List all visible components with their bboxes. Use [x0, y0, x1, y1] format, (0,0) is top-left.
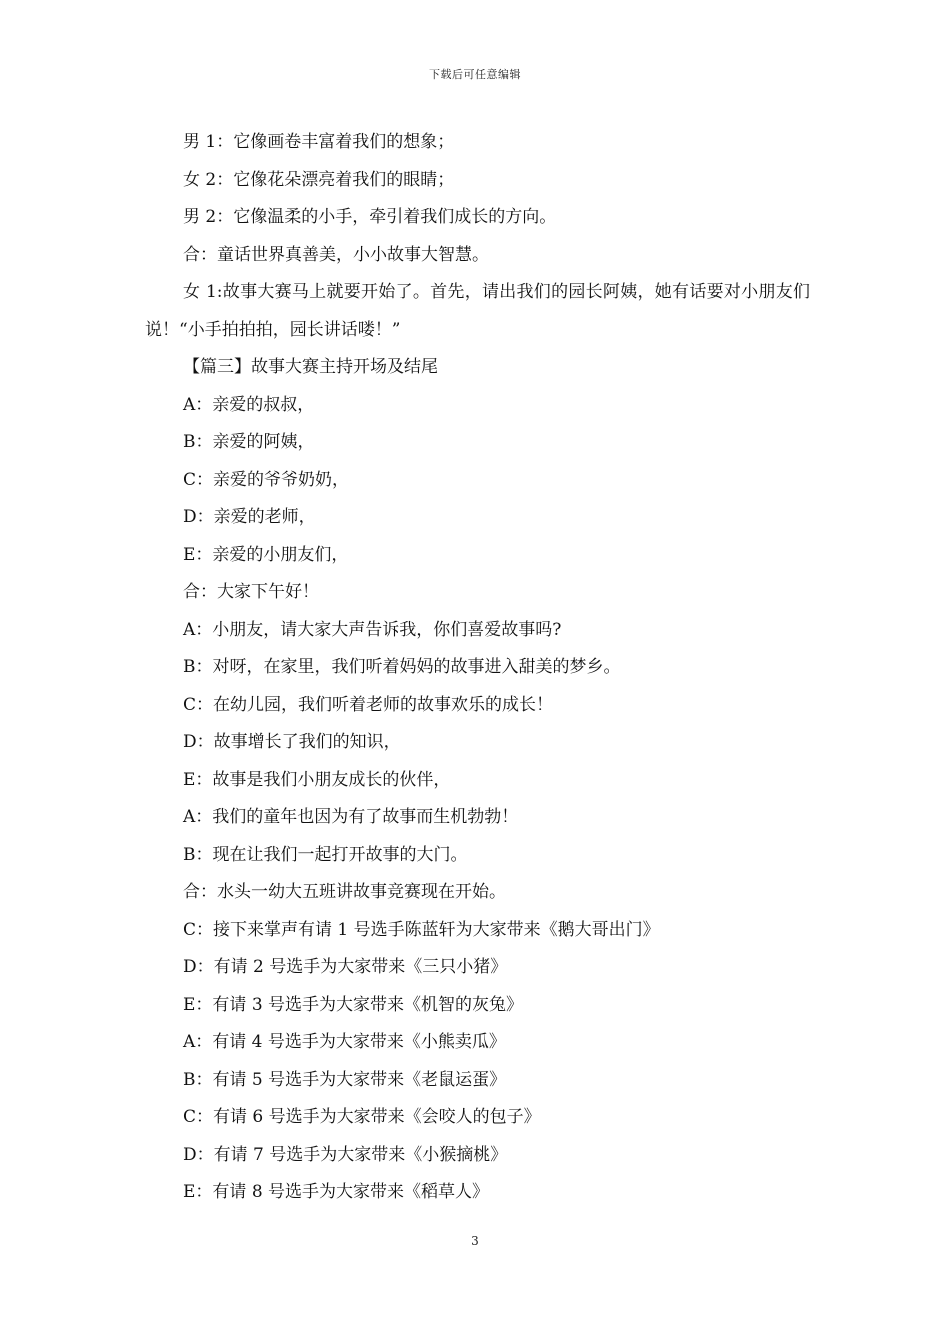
paragraph: C：亲爱的爷爷奶奶， — [183, 469, 350, 490]
paragraph: E：有请 8 号选手为大家带来《稻草人》 — [183, 1182, 490, 1202]
paragraph: B：对呀，在家里，我们听着妈妈的故事进入甜美的梦乡。 — [183, 657, 621, 677]
paragraph: B：有请 5 号选手为大家带来《老鼠运蛋》 — [183, 1069, 507, 1090]
paragraph: A：我们的童年也因为有了故事而生机勃勃！ — [183, 807, 519, 827]
paragraph: 女 1:故事大赛马上就要开始了。首先，请出我们的园长阿姨，她有话要对小朋友们说！“小手拍拍拍，园长讲话喽！” — [145, 282, 810, 340]
paragraph: D：故事增长了我们的知识， — [183, 732, 401, 752]
paragraph: B：现在让我们一起打开故事的大门。 — [183, 844, 468, 865]
paragraph: 女 2：它像花朵漂亮着我们的眼睛； — [183, 169, 455, 190]
section-heading: 【篇三】故事大赛主持开场及结尾 — [183, 357, 438, 377]
paragraph: E：亲爱的小朋友们， — [183, 544, 349, 565]
page-number: 3 — [471, 1234, 479, 1248]
paragraph: E：故事是我们小朋友成长的伙伴， — [183, 769, 451, 790]
paragraph: E：有请 3 号选手为大家带来《机智的灰兔》 — [183, 994, 524, 1015]
paragraph: 合：水头一幼大五班讲故事竞赛现在开始。 — [183, 882, 506, 902]
paragraph: D：有请 7 号选手为大家带来《小猴摘桃》 — [183, 1144, 508, 1165]
paragraph: D：有请 2 号选手为大家带来《三只小猪》 — [183, 957, 508, 977]
paragraph: 合：大家下午好！ — [183, 582, 319, 602]
paragraph: C：有请 6 号选手为大家带来《会咬人的包子》 — [183, 1107, 541, 1127]
paragraph: A：有请 4 号选手为大家带来《小熊卖瓜》 — [183, 1032, 506, 1052]
paragraph: C：接下来掌声有请 1 号选手陈蓝轩为大家带来《鹅大哥出门》 — [183, 919, 660, 940]
paragraph: 合：童话世界真善美，小小故事大智慧。 — [183, 244, 489, 265]
paragraph: B：亲爱的阿姨， — [183, 432, 315, 452]
paragraph: A：亲爱的叔叔， — [183, 394, 315, 415]
paragraph: 男 2：它像温柔的小手，牵引着我们成长的方向。 — [183, 207, 557, 227]
paragraph: A：小朋友，请大家大声告诉我，你们喜爱故事吗? — [183, 619, 562, 640]
page-header: 下载后可任意编辑 — [429, 68, 521, 81]
paragraph: D：亲爱的老师， — [183, 507, 316, 527]
paragraph: 男 1：它像画卷丰富着我们的想象； — [183, 132, 455, 152]
paragraph: C：在幼儿园，我们听着老师的故事欢乐的成长！ — [183, 694, 554, 715]
document-body — [145, 124, 810, 1212]
